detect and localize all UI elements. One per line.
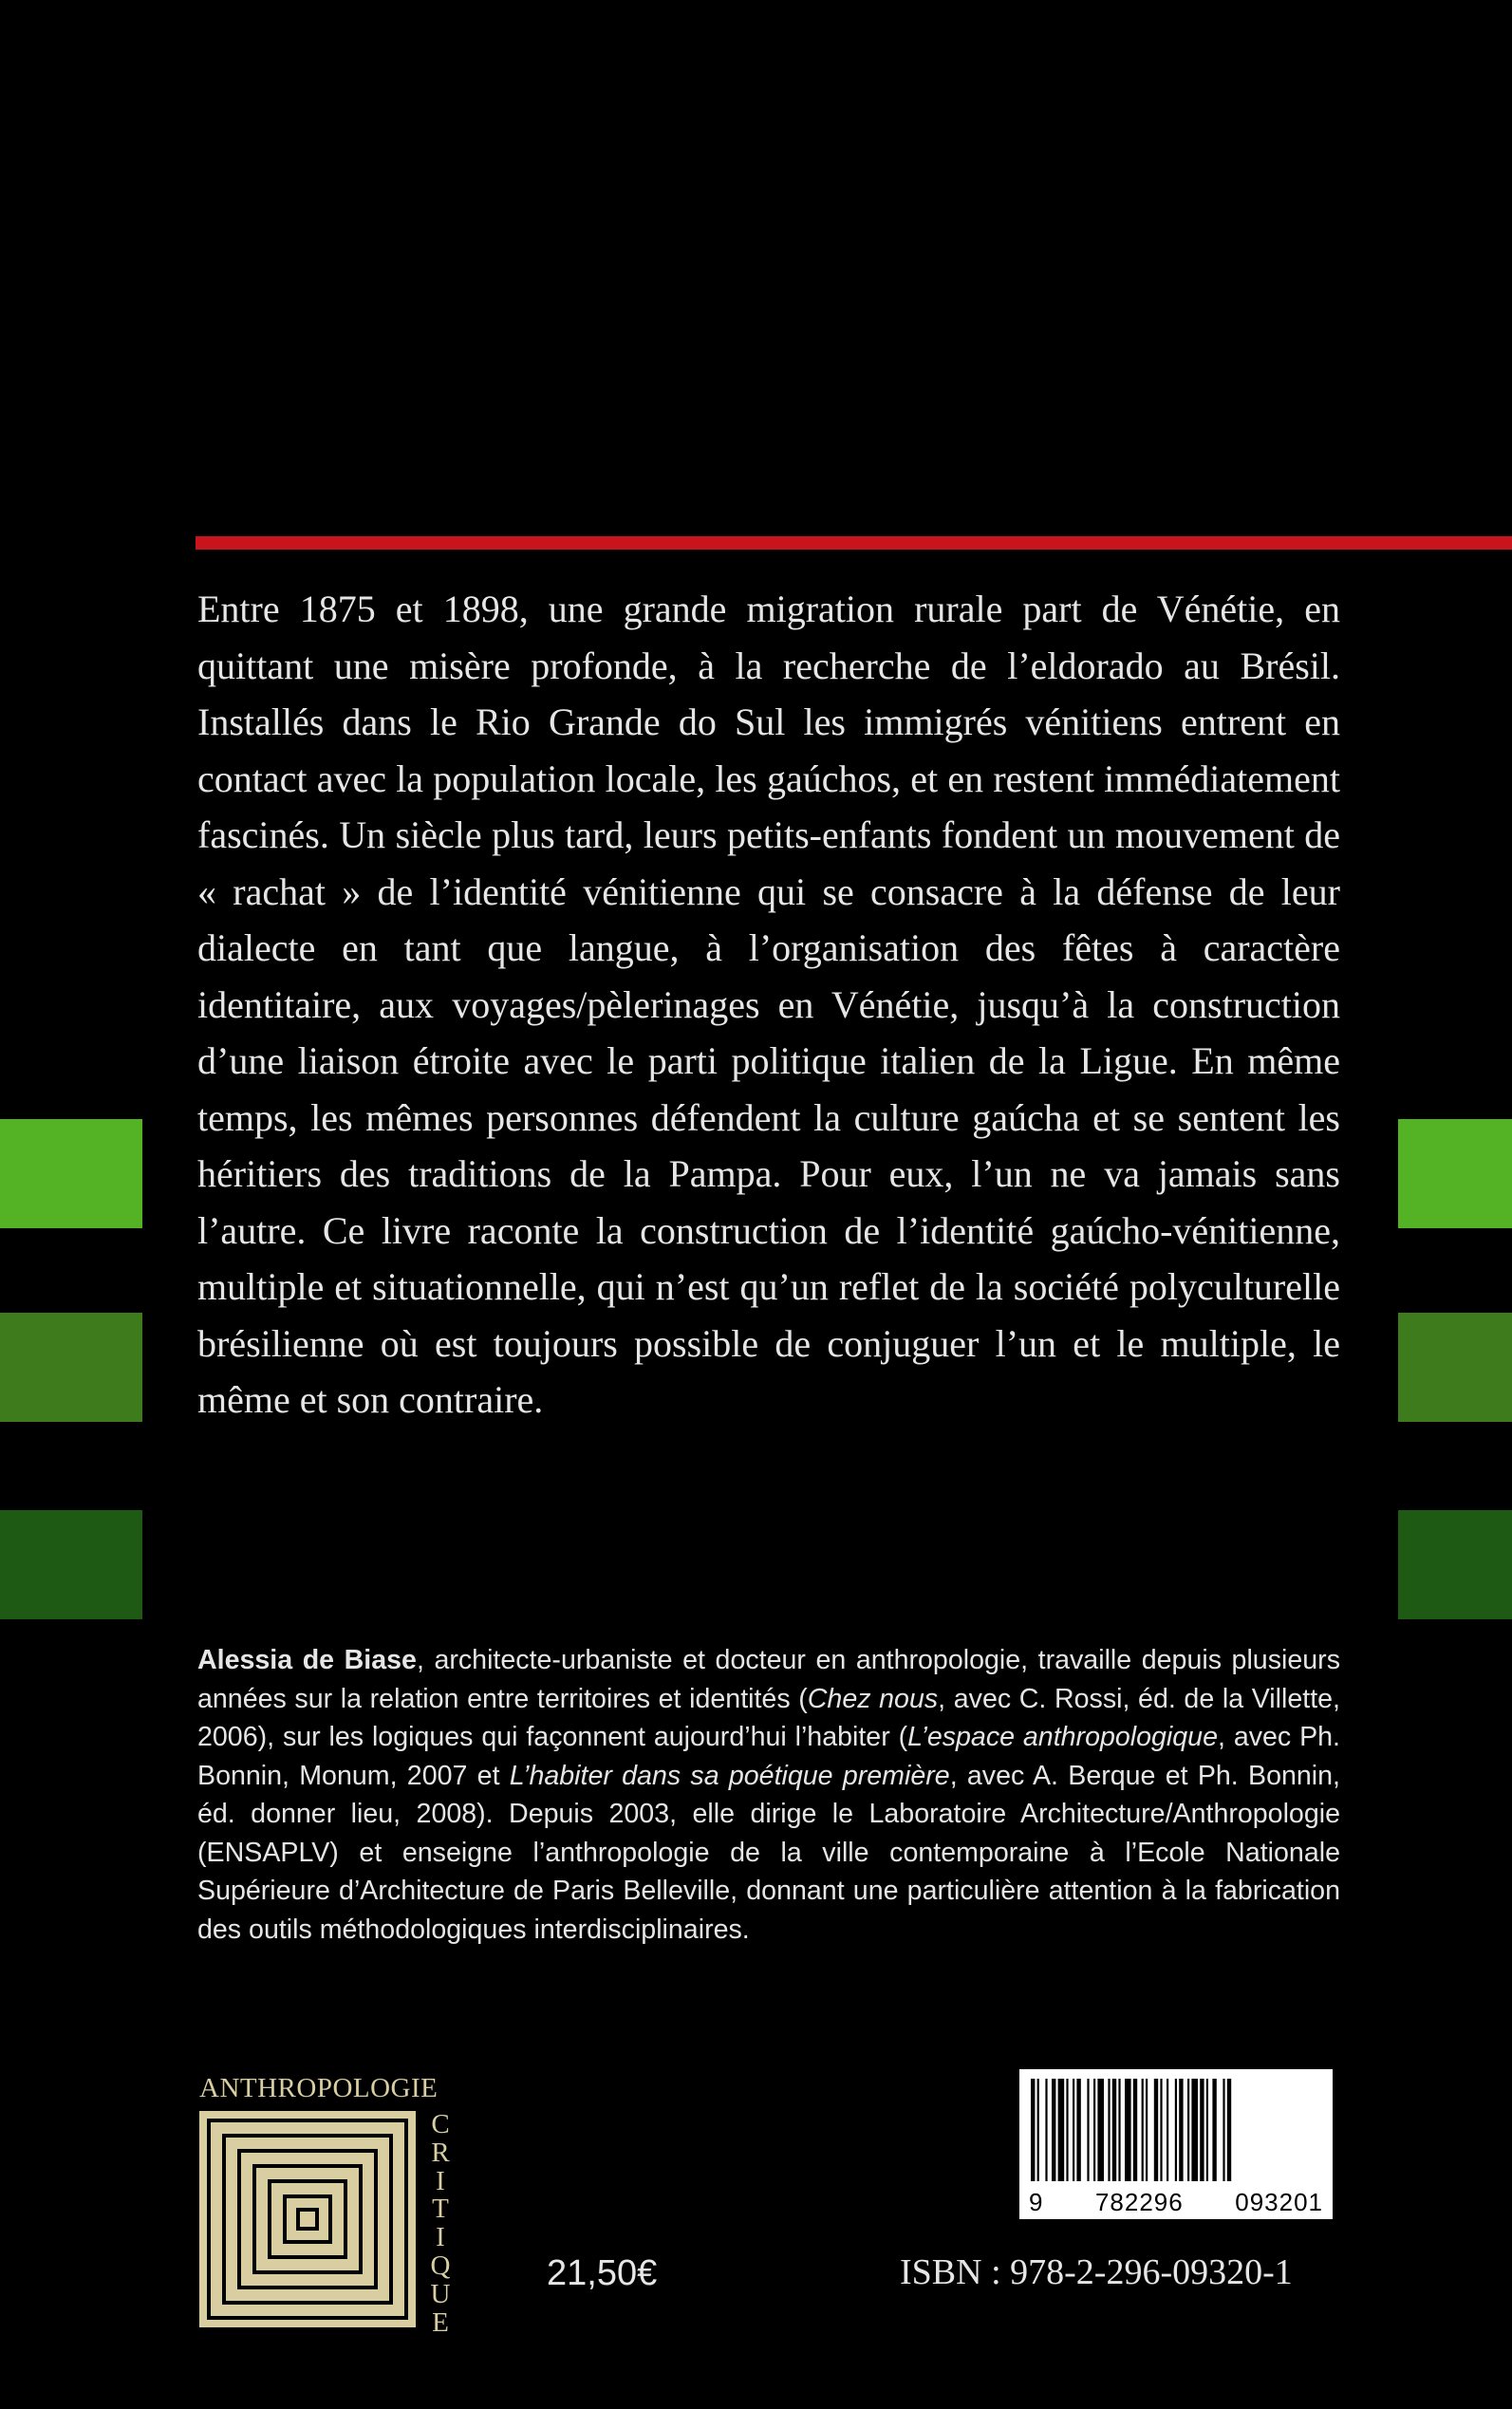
author-name: Alessia de Biase xyxy=(197,1645,417,1675)
isbn: ISBN : 978-2-296-09320-1 xyxy=(900,2252,1293,2292)
work-title: L’habiter dans sa poétique première xyxy=(509,1760,950,1791)
author-bio: Alessia de Biase, architecte-urbaniste et docteur en anthropologie, travaille depuis plusieurs années sur la relation entre territoires et identités (Chez nous, avec C. Rossi, éd. de la Villette, 2006), sur les logiques qui façonnent aujourd’hui l’habiter (L’espace anthropologique, avec Ph. Bonnin, Monum, 2007 et L’habiter dans sa poétique première, avec A. Berque et Ph. Bonnin, éd. donner lieu, 2008). Depuis 2003, elle dirige le Laboratoire Architecture/Anthropologie (ENSAPLV) et enseigne l’anthropologie de la ville contemporaine à l’Ecole Nationale Supérieure d’Architecture de Paris Belleville, donnant une particulière attention à la fabrication des outils méthodologiques interdisciplinaires. xyxy=(197,1645,1340,1945)
red-divider-bar xyxy=(196,536,1512,550)
price: 21,50€ xyxy=(547,2253,658,2293)
green-block-left-2 xyxy=(0,1313,142,1422)
book-blurb: Entre 1875 et 1898, une grande migration rurale part de Vénétie, en quittant une misère profonde, à la recherche de l’eldorado au Brésil. Installés dans le Rio Grande do Sul les immigrés vénitiens entrent en contact avec la population locale, les gaúchos, et en restent immédiatement fascinés. Un siècle plus tard, leurs petits-enfants fondent un mouvement de « rachat » de l’identité vénitienne qui se consacre à la défense de leur dialecte en tant que langue, à l’organisation des fêtes à caractère identitaire, aux voyages/pèlerinages en Vénétie, jusqu’à la construction d’une liaison étroite avec le parti politique italien de la Ligue. En même temps, les mêmes personnes défendent la culture gaúcha et se sentent les héritiers des traditions de la Pampa. Pour eux, l’un ne va jamais sans l’autre. Ce livre raconte la construction de l’identité gaúcho-vénitienne, multiple et situationnelle, qui n’est qu’un reflet de la société polyculturelle brésilienne où est toujours possible de conjuguer l’un et le multiple, le même et son contraire. xyxy=(197,588,1340,1421)
work-title: L’espace anthropologique xyxy=(907,1722,1218,1752)
green-block-right-1 xyxy=(1398,1119,1512,1228)
series-logo-icon xyxy=(199,2111,416,2327)
green-block-left-3 xyxy=(0,1510,142,1619)
barcode xyxy=(1019,2069,1333,2219)
green-block-left-1 xyxy=(0,1119,142,1228)
work-title: Chez nous xyxy=(807,1683,939,1714)
series-subtitle-vertical: C R I T I Q U E xyxy=(430,2109,451,2338)
green-block-right-2 xyxy=(1398,1313,1512,1422)
barcode-digits: 9 782296 093201 xyxy=(1019,2188,1333,2217)
green-block-right-3 xyxy=(1398,1510,1512,1619)
series-name: ANTHROPOLOGIE xyxy=(199,2073,439,2103)
